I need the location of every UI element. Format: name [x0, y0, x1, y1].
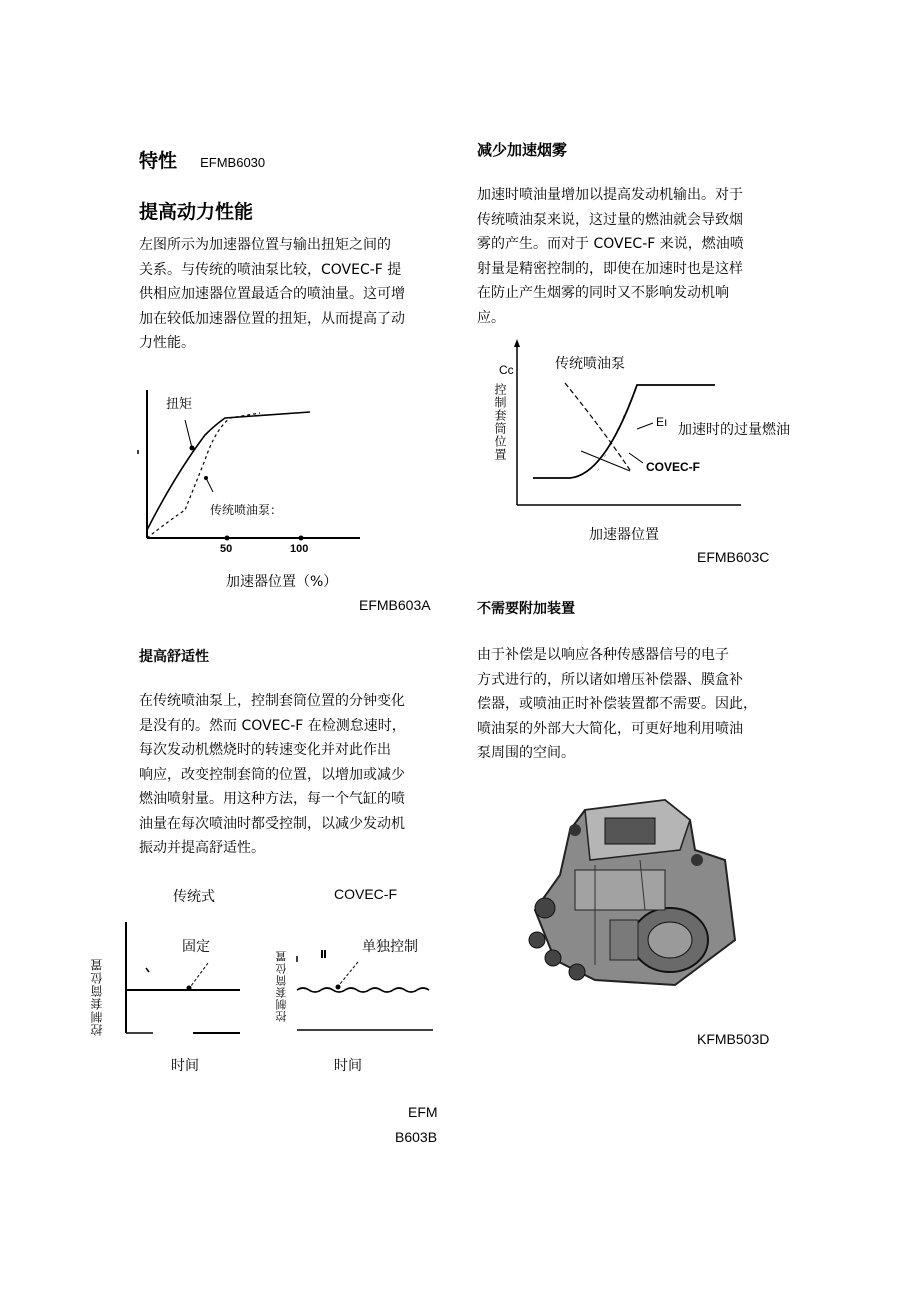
excess-fuel-area — [594, 385, 637, 478]
figure-torque — [130, 380, 460, 620]
left-y-axis-label: 控制套筒位置 — [90, 958, 104, 1036]
torque-leader — [185, 420, 192, 448]
y-axis-label: 控制套筒位置 — [493, 383, 507, 461]
tick-50-marker — [225, 536, 230, 541]
conventional-pump-label: 传统喷油泵： — [210, 503, 283, 517]
right-y-axis-label: 控制套筒位置 — [275, 950, 288, 1022]
e-label: Eı — [656, 415, 668, 429]
conventional-leader — [206, 478, 213, 492]
fuel-pump-illustration — [515, 790, 745, 990]
conventional-marker — [204, 476, 208, 480]
title-code: EFMB6030 — [200, 155, 266, 170]
control-sleeve-chart — [88, 880, 458, 1080]
x-axis-label: 加速器位置 — [589, 527, 659, 543]
individual-marker — [336, 985, 341, 990]
figure-b-caption-line2: B603B — [395, 1129, 438, 1145]
conventional-curve — [147, 413, 260, 538]
photo-caption: KFMB503D — [697, 1031, 770, 1047]
figure-accel-smoke — [485, 335, 815, 575]
tick-50: 50 — [220, 543, 233, 555]
torque-marker — [190, 446, 195, 451]
heading-power-performance: 提高动力性能 — [139, 201, 254, 223]
individual-leader — [340, 962, 358, 984]
left-x-axis-label: 时间 — [171, 1058, 199, 1074]
individual-control-line — [297, 988, 429, 992]
section-title-row — [139, 146, 265, 173]
paragraph-no-attachments: 由于补偿是以响应各种传感器信号的电子 方式进行的，所以诸如增压补偿器、膜盒补 偿器，或喷油正时补偿装置都不需要。因此， 喷油泵的外部大大简化，可更好地利用喷油 泵周围的空间。 — [477, 647, 757, 761]
tick-100-marker — [299, 536, 304, 541]
paragraph-power-performance: 左图所示为加速器位置与输出扭矩之间的 关系。与传统的喷油泵比较，COVEC-F 提 供相应加速器位置最适合的喷油量。这可增 加在较低加速器位置的扭矩，从而提高了动 力性能。 — [139, 237, 405, 351]
figure-control-sleeve — [88, 880, 458, 1080]
covec-label: COVEC-F — [646, 460, 700, 474]
figure-b-caption-line1: EFM — [408, 1104, 438, 1120]
covec-leader — [629, 453, 643, 463]
fixed-marker — [187, 986, 192, 991]
excess-fuel-label: 加速时的过量燃油 — [678, 422, 790, 438]
figure-c-caption: EFMB603C — [697, 549, 770, 565]
pump-photo — [515, 790, 745, 990]
page-title: 特性 — [139, 150, 178, 172]
x-axis-label: 加速器位置（%） — [226, 574, 338, 590]
right-x-axis-label: 时间 — [334, 1058, 362, 1074]
fixed-leader — [191, 963, 208, 986]
heading-no-attachments: 不需要附加装置 — [477, 601, 575, 617]
heading-comfort: 提高舒适性 — [139, 649, 209, 665]
tick-100: 100 — [290, 543, 309, 555]
stray-tick — [146, 968, 149, 972]
cross-line — [581, 451, 630, 471]
figure-a-caption: EFMB603A — [359, 597, 431, 613]
y-axis-arrow — [514, 339, 520, 347]
individual-control-label: 单独控制 — [362, 939, 418, 955]
paragraph-accel-smoke: 加速时喷油量增加以提高发动机输出。对于 传统喷油泵来说，这过量的燃油就会导致烟 雾的产生。而对于 COVEC-F 来说，燃油喷 射量是精密控制的，即使在加速时也是这样 在防止产生烟雾的同时又不影响发动机响 应。 — [477, 187, 744, 326]
cc-label: Cc — [499, 363, 514, 377]
conventional-pump-label: 传统喷油泵 — [555, 356, 625, 372]
paragraph-comfort: 在传统喷油泵上，控制套筒位置的分钟变化 是没有的。然而 COVEC-F 在检测怠速时， 每次发动机燃烧时的转速变化并对此作出 响应，改变控制套筒的位置，以增加或减少 燃油喷射量。用这种方法，每一个气缸的喷 油量在每次喷油时都受控制，以减少发动机 振动并提高舒适性。 — [139, 693, 406, 856]
excess-leader — [637, 423, 653, 429]
torque-label: 扭矩 — [166, 397, 193, 412]
fixed-label: 固定 — [182, 939, 210, 955]
heading-accel-smoke: 减少加速烟雾 — [477, 141, 568, 159]
conventional-title: 传统式 — [173, 889, 215, 905]
covec-title: COVEC-F — [334, 886, 397, 902]
